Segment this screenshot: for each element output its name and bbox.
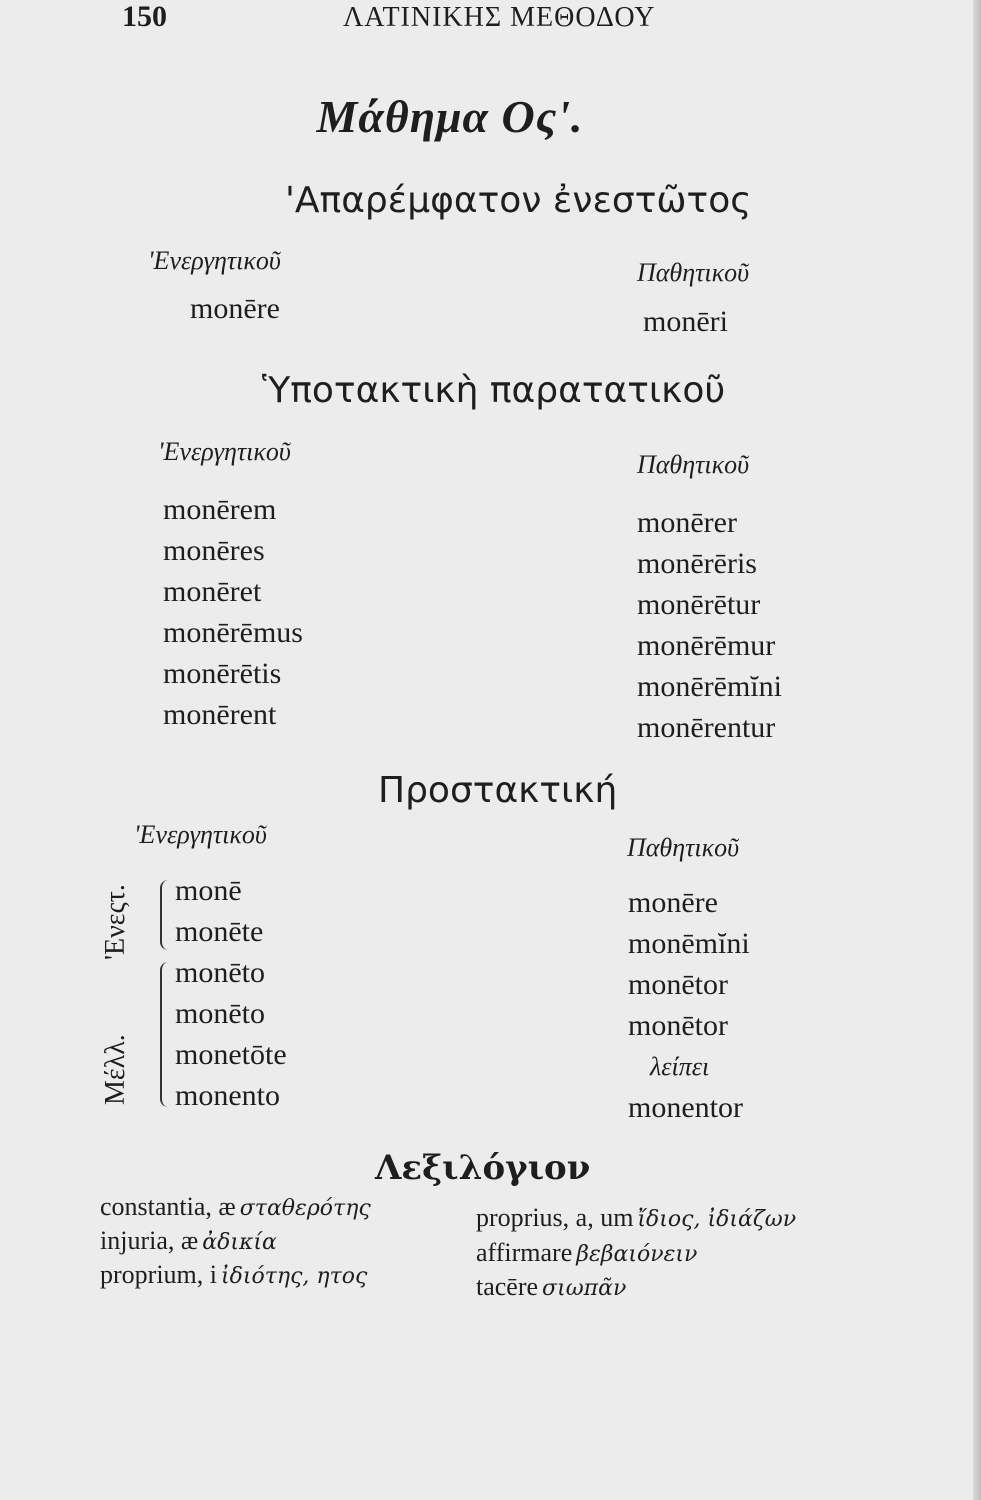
list-item: monēto — [175, 956, 265, 989]
subjunctive-passive-label: Παθητικοῦ — [637, 450, 750, 479]
glossary-heading: Λεξιλόγιον — [375, 1148, 591, 1188]
list-item: monetōte — [175, 1038, 287, 1071]
future-tense-label: Μέλλ. — [100, 1034, 131, 1105]
list-item: monērentur — [637, 711, 776, 744]
list-item: monētor — [628, 968, 728, 1001]
list-item: monērēmur — [637, 629, 776, 662]
list-item: monērētur — [637, 588, 761, 621]
list-item: monērēmus — [163, 616, 303, 649]
list-item: monērēris — [637, 547, 757, 580]
list-item: λείπει — [650, 1052, 710, 1081]
running-title: ΛΑΤΙΝΙΚΗΣ ΜΕΘΟΔΟΥ — [343, 2, 656, 33]
list-item: monentor — [628, 1091, 743, 1124]
glossary-greek: σιωπᾶν — [542, 1276, 627, 1301]
infinitive-passive-label: Παθητικοῦ — [637, 258, 750, 287]
list-item: monērer — [637, 506, 737, 539]
glossary-greek: σταθερότης — [239, 1196, 371, 1221]
page-edge — [973, 0, 981, 1500]
imperative-passive-list — [628, 882, 750, 1128]
list-item: monēres — [163, 534, 265, 567]
glossary-greek: ἀδικία — [202, 1230, 277, 1255]
list-item: monento — [175, 1079, 280, 1112]
glossary-greek: ἰδιότης, ητος — [221, 1264, 368, 1289]
subjunctive-passive-list — [637, 502, 782, 748]
present-brace — [160, 880, 170, 950]
page-number: 150 — [122, 0, 167, 33]
list-item: monēte — [175, 915, 264, 948]
imperative-active-label: 'Ενεργητικοῦ — [134, 820, 267, 849]
list-item: monērēmĭni — [637, 670, 782, 703]
glossary-left-entry — [100, 1226, 277, 1256]
glossary-latin: injuria, æ — [100, 1226, 199, 1255]
subjunctive-heading: Ὑποτακτικὴ παρατατικοῦ — [262, 370, 726, 411]
infinitive-heading: 'Απαρέμφατον ἐνεστῶτος — [285, 180, 752, 221]
glossary-latin: proprium, i — [100, 1260, 217, 1289]
imperative-passive-label: Παθητικοῦ — [627, 833, 740, 862]
lesson-title: Μάθημα Ος'. — [316, 91, 584, 142]
future-brace — [160, 962, 170, 1107]
list-item: monēto — [175, 997, 265, 1030]
glossary-latin: tacēre — [476, 1272, 539, 1301]
list-item: monēre — [628, 886, 718, 919]
list-item: monērem — [163, 493, 277, 526]
glossary-right-entry — [476, 1203, 796, 1233]
glossary-right-entry — [476, 1238, 697, 1268]
infinitive-passive-form: monēri — [643, 305, 728, 338]
subjunctive-active-label: 'Ενεργητικοῦ — [158, 437, 291, 466]
present-tense-label: 'Ενεςτ. — [100, 884, 131, 960]
infinitive-active-label: 'Ενεργητικοῦ — [148, 246, 281, 275]
list-item: monērent — [163, 698, 277, 731]
list-item: monērētis — [163, 657, 282, 690]
list-item: monēmĭni — [628, 927, 750, 960]
subjunctive-active-list — [163, 489, 303, 735]
glossary-greek: βεβαιόνειν — [576, 1242, 698, 1267]
list-item: monētor — [628, 1009, 728, 1042]
list-item: monē — [175, 874, 242, 907]
imperative-active-present-list — [175, 870, 263, 952]
glossary-left-entry — [100, 1260, 367, 1290]
glossary-latin: proprius, a, um — [476, 1203, 634, 1232]
glossary-right-entry — [476, 1272, 626, 1302]
infinitive-active-form: monēre — [190, 292, 280, 325]
glossary-greek: ἴδιος, ἰδιάζων — [637, 1207, 797, 1232]
imperative-heading: Προστακτική — [378, 770, 618, 811]
imperative-active-future-list — [175, 952, 287, 1116]
glossary-latin: constantia, æ — [100, 1192, 236, 1221]
list-item: monēret — [163, 575, 262, 608]
glossary-latin: affirmare — [476, 1238, 573, 1267]
glossary-left-entry — [100, 1192, 371, 1222]
